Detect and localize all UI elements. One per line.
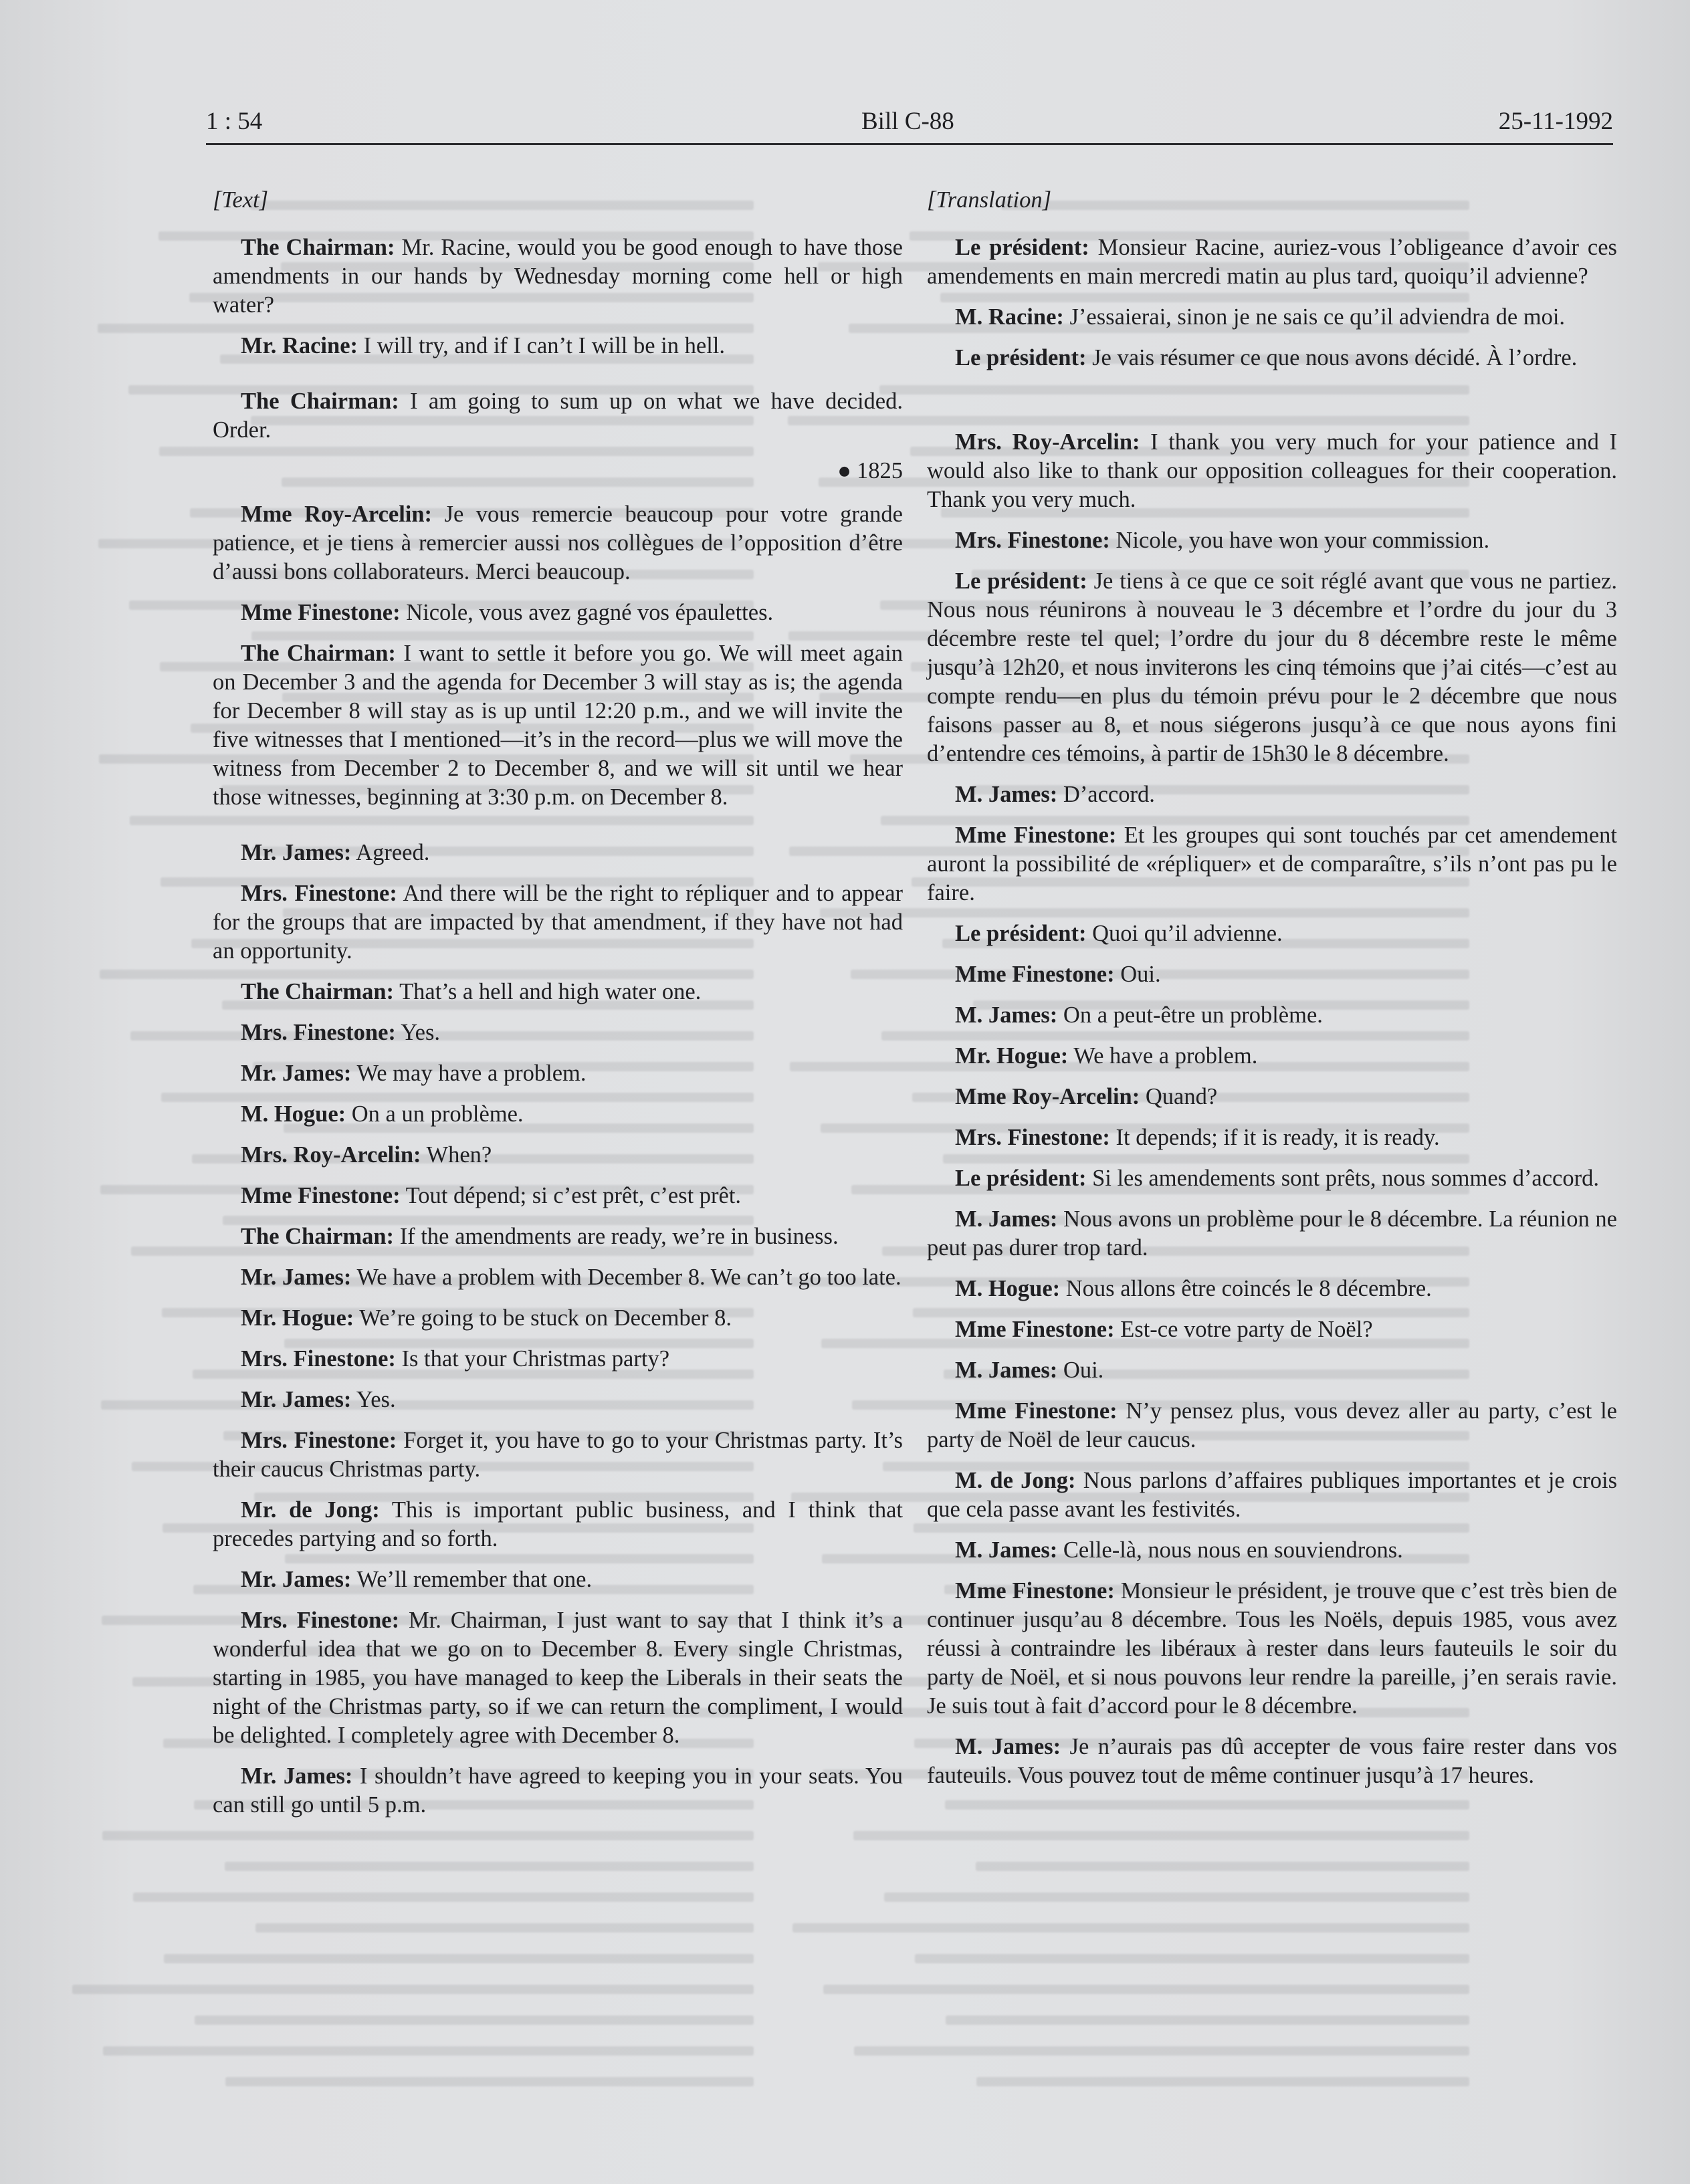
transcript-paragraph (213, 1222, 903, 1251)
transcript-paragraph (927, 1315, 1617, 1344)
transcript-paragraph (213, 879, 903, 966)
transcript-paragraph (213, 1426, 903, 1484)
speech-text: Nous avons un problème pour le 8 décembre. La réunion ne peut pas durer trop tard. (927, 1206, 1617, 1261)
right-paragraphs (927, 428, 1617, 1790)
transcript-paragraph (927, 1397, 1617, 1454)
speaker-name: M. Hogue: (955, 1276, 1061, 1301)
speech-text: This is important public business, and I think that precedes partying and so forth. (213, 1497, 904, 1551)
speaker-name: The Chairman: (241, 389, 399, 414)
bleed-through-line (225, 1862, 754, 1871)
transcript-paragraph (927, 1123, 1617, 1152)
speaker-name: The Chairman: (241, 1224, 395, 1249)
bleed-through-line (853, 1831, 1469, 1840)
speech-text: Je vais résumer ce que nous avons décidé. À l’ordre. (1086, 345, 1578, 370)
transcript-paragraph (213, 1496, 903, 1553)
bleed-through-line (854, 2046, 1469, 2056)
speaker-name: Mrs. Roy-Arcelin: (241, 1142, 421, 1168)
bleed-through-line (915, 1954, 1469, 1963)
transcript-paragraph (213, 1059, 903, 1088)
speaker-name: Mme Finestone: (955, 962, 1115, 987)
speech-text: Je vous remercie beaucoup pour votre grande patience, et je tiens à remercier aussi nos collègues de l’opposition d’être d’aussi bons collaborateurs. Merci beaucoup. (213, 502, 903, 584)
speaker-name: Le président: (955, 345, 1087, 370)
speaker-name: Mme Roy-Arcelin: (955, 1084, 1140, 1109)
transcript-paragraph (927, 919, 1617, 948)
transcript-paragraph (927, 428, 1617, 514)
speaker-name: Mme Finestone: (955, 1578, 1115, 1604)
transcript-paragraph (927, 1164, 1617, 1193)
bleed-through-line (103, 2046, 754, 2056)
speech-text: Mr. Racine, would you be good enough to have those amendments in our hands by Wednesday morning come hell or high water? (213, 235, 903, 318)
bullet-icon: ● (837, 458, 851, 483)
speaker-name: M. de Jong: (955, 1468, 1076, 1493)
transcript-paragraph (213, 500, 903, 586)
speaker-name: Mr. Racine: (241, 333, 358, 358)
speaker-name: Mme Finestone: (955, 823, 1117, 848)
left-paragraphs-before-marker (213, 233, 903, 445)
speech-text: Monsieur le président, je trouve que c’est très bien de continuer jusqu’au 8 décembre. Tous les Noëls, depuis 1985, vous avez réussi à contraindre les libéraux à rester dans leurs fauteuils le soir du party de Noël, et si nous pouvons leur rendre la pareille, j’en serais ravie. Je suis tout à fait d’accord pour le 8 décembre. (927, 1578, 1618, 1719)
right-paragraphs-before-marker (927, 233, 1617, 372)
right-column (927, 186, 1617, 1802)
speaker-name: Le président: (955, 921, 1087, 946)
time-marker-value: 1825 (857, 458, 903, 483)
speech-text: Oui. (1057, 1357, 1104, 1383)
bill-title: Bill C-88 (861, 108, 954, 135)
speech-text: D’accord. (1057, 782, 1155, 807)
bleed-through-line (225, 2077, 754, 2086)
speaker-name: Mme Finestone: (955, 1317, 1115, 1342)
transcript-paragraph (927, 1205, 1617, 1263)
speaker-name: Mr. James: (241, 1265, 352, 1290)
transcript-paragraph (213, 1345, 903, 1374)
speech-text: Celle-là, nous nous en souviendrons. (1057, 1537, 1403, 1563)
speech-text: I shouldn’t have agreed to keeping you in your seats. You can still go until 5 p.m. (213, 1763, 903, 1818)
bleed-through-line (793, 1923, 1469, 1933)
transcript-paragraph (213, 1263, 903, 1292)
speech-text: And there will be the right to répliquer and to appear for the groups that are impacted by that amendment, if they have not had an opportunity. (213, 881, 903, 964)
speech-text: If the amendments are ready, we’re in business. (394, 1224, 839, 1249)
speech-text: Quand? (1140, 1084, 1218, 1109)
speech-text: Nicole, you have won your commission. (1110, 528, 1490, 553)
speaker-name: Le président: (955, 1166, 1087, 1191)
speech-text: I am going to sum up on what we have decided. Order. (213, 389, 903, 443)
transcript-paragraph (927, 1001, 1617, 1030)
transcript-paragraph (213, 1182, 903, 1210)
speech-text: We have a problem with December 8. We can’t go too late. (351, 1265, 902, 1290)
speaker-name: Mr. James: (241, 1567, 352, 1592)
transcript-paragraph (213, 839, 903, 867)
transcript-paragraph (927, 344, 1617, 372)
speaker-name: Mrs. Finestone: (955, 528, 1110, 553)
speaker-name: M. James: (955, 782, 1058, 807)
transcript-paragraph (927, 567, 1617, 768)
speech-text: Si les amendements sont prêts, nous sommes d’accord. (1086, 1166, 1599, 1191)
speaker-name: Mrs. Finestone: (241, 1020, 396, 1045)
speaker-name: Mrs. Finestone: (241, 1608, 400, 1633)
speaker-name: Mrs. Finestone: (955, 1125, 1110, 1150)
speaker-name: Mrs. Roy-Arcelin: (955, 429, 1140, 455)
speech-text: Et les groupes qui sont touchés par cet amendement auront la possibilité de «répliquer» et de comparaître, s’ils n’ont pas pu le faire. (927, 823, 1617, 905)
speaker-name: Mr. James: (241, 1061, 352, 1086)
speech-text: Yes. (395, 1020, 441, 1045)
speaker-name: Mr. Hogue: (955, 1043, 1069, 1069)
speech-text: We have a problem. (1068, 1043, 1258, 1069)
bleed-through-line (133, 1892, 754, 1902)
speaker-name: The Chairman: (241, 641, 396, 666)
speech-text: J’essaierai, sinon je ne sais ce qu’il adviendra de moi. (1063, 304, 1566, 330)
transcript-paragraph (213, 1606, 903, 1750)
transcript-paragraph (213, 1100, 903, 1129)
speech-text: Quoi qu’il advienne. (1086, 921, 1283, 946)
transcript-paragraph (927, 1733, 1617, 1790)
speaker-name: M. James: (955, 1537, 1058, 1563)
speech-text: Forget it, you have to go to your Christmas party. It’s their caucus Christmas party. (213, 1428, 903, 1482)
transcript-paragraph (213, 1141, 903, 1170)
bleed-through-line (72, 1985, 754, 1994)
left-column (213, 186, 903, 1832)
bleed-through-line (976, 2077, 1469, 2086)
speaker-name: The Chairman: (241, 979, 395, 1004)
transcript-paragraph (213, 1304, 903, 1333)
bleed-through-line (884, 1892, 1469, 1902)
speaker-name: M. Hogue: (241, 1101, 346, 1127)
speaker-name: M. James: (955, 1206, 1058, 1232)
speech-text: It depends; if it is ready, it is ready. (1110, 1125, 1440, 1150)
speech-text: Je tiens à ce que ce soit réglé avant que vous ne partiez. Nous nous réunirons à nouveau le 3 décembre et l’ordre du jour du 3 décembre reste tel quel; l’ordre du jour du 8 décembre reste le même jusqu’à 12h20, et nous inviterons les cinq témoins que j’ai cités—c’est au compte rendu—en plus du témoin prévu pour le 2 décembre que nous faisons passer au 8, et nous siégerons jusqu’à ce que nous ayons fini d’entendre ces témoins, à partir de 15h30 le 8 décembre. (927, 568, 1617, 766)
speaker-name: The Chairman: (241, 235, 395, 260)
speech-text: We’re going to be stuck on December 8. (354, 1305, 732, 1331)
speaker-name: M. James: (955, 1734, 1061, 1759)
speaker-name: Mrs. Finestone: (241, 881, 397, 906)
speaker-name: Mme Finestone: (241, 1183, 401, 1208)
column-label: [Text] (213, 187, 269, 213)
speech-text: Je n’aurais pas dû accepter de vous faire rester dans vos fauteuils. Vous pouvez tout de même continuer jusqu’à 17 heures. (927, 1734, 1618, 1788)
speaker-name: Mme Roy-Arcelin: (241, 502, 433, 527)
transcript-paragraph (927, 780, 1617, 809)
speech-text: I want to settle it before you go. We will meet again on December 3 and the agenda for December 3 will stay as is; the agenda for December 8 will stay as is up until 12:20 p.m., and we will invite the five witnesses that I mentioned—it’s in the record—plus we will move the witness from December 2 to December 8, and we will sit until we hear those witnesses, beginning at 3:30 p.m. on December 8. (213, 641, 903, 810)
speaker-name: M. James: (955, 1357, 1058, 1383)
transcript-paragraph (927, 526, 1617, 555)
speaker-name: Mrs. Finestone: (241, 1346, 396, 1372)
bleed-through-line (255, 1923, 754, 1933)
bleed-through-line (102, 1831, 754, 1840)
transcript-paragraph (213, 233, 903, 320)
transcript-paragraph (927, 1042, 1617, 1071)
speech-text: Monsieur Racine, auriez-vous l’obligeance d’avoir ces amendements en main mercredi matin au plus tard, quoiqu’il advienne? (927, 235, 1617, 289)
transcript-paragraph (927, 960, 1617, 989)
speech-text: On a peut-être un problème. (1057, 1002, 1323, 1028)
speech-text: Nous parlons d’affaires publiques importantes et je crois que cela passe avant les festivités. (927, 1468, 1617, 1522)
bleed-through-line (195, 2015, 754, 2025)
transcript-paragraph (927, 233, 1617, 291)
bleed-through-line (164, 1954, 754, 1963)
speaker-name: Mr. James: (241, 1387, 352, 1412)
speech-text: That’s a hell and high water one. (394, 979, 702, 1004)
transcript-paragraph (927, 1275, 1617, 1303)
speaker-name: Mme Finestone: (241, 600, 401, 625)
left-paragraphs (213, 500, 903, 1820)
transcript-paragraph (213, 639, 903, 812)
page-number: 1 : 54 (206, 108, 263, 135)
transcript-paragraph (927, 1577, 1617, 1721)
transcript-paragraph (927, 1083, 1617, 1111)
transcript-paragraph (213, 978, 903, 1006)
speech-text: We’ll remember that one. (351, 1567, 593, 1592)
transcript-paragraph (927, 1466, 1617, 1524)
transcript-paragraph (927, 1536, 1617, 1565)
speech-text: Agreed. (351, 840, 430, 865)
speaker-name: Le président: (955, 235, 1089, 260)
transcript-paragraph (927, 303, 1617, 332)
header-rule (206, 143, 1613, 145)
speech-text: Tout dépend; si c’est prêt, c’est prêt. (400, 1183, 742, 1208)
meeting-date: 25-11-1992 (1498, 108, 1613, 135)
transcript-paragraph (213, 1762, 903, 1820)
speaker-name: Mr. James: (241, 840, 352, 865)
speech-text: Mr. Chairman, I just want to say that I think it’s a wonderful idea that we go on to December 8. Every single Christmas, starting in 1985, you have managed to keep the Liberals in their seats the night of the Christmas party, so if we can return the compliment, I would be delighted. I completely agree with December 8. (213, 1608, 903, 1748)
bleed-through-line (946, 2015, 1469, 2025)
speech-text: Nicole, vous avez gagné vos épaulettes. (400, 600, 774, 625)
transcript-paragraph (213, 598, 903, 627)
transcript-paragraph (213, 387, 903, 445)
transcript-paragraph (927, 1356, 1617, 1385)
page-header (206, 107, 1613, 147)
bleed-through-line (823, 1985, 1469, 1994)
speech-text: We may have a problem. (351, 1061, 587, 1086)
speech-text: Is that your Christmas party? (395, 1346, 670, 1372)
time-marker (213, 457, 903, 485)
column-label: [Translation] (927, 187, 1051, 213)
speaker-name: M. Racine: (955, 304, 1064, 330)
speech-text: Est-ce votre party de Noël? (1114, 1317, 1373, 1342)
speaker-name: Mr. James: (241, 1763, 353, 1789)
speech-text: Yes. (351, 1387, 396, 1412)
speech-text: N’y pensez plus, vous devez aller au party, c’est le party de Noël de leur caucus. (927, 1398, 1617, 1452)
transcript-paragraph (213, 1565, 903, 1594)
transcript-paragraph (213, 1018, 903, 1047)
transcript-paragraph (213, 332, 903, 360)
speaker-name: M. James: (955, 1002, 1058, 1028)
speaker-name: Mrs. Finestone: (241, 1428, 397, 1453)
speaker-name: Mme Finestone: (955, 1398, 1118, 1424)
speech-text: Nous allons être coincés le 8 décembre. (1060, 1276, 1432, 1301)
bleed-through-line (976, 1862, 1469, 1871)
speech-text: I will try, and if I can’t I will be in hell. (358, 333, 726, 358)
speech-text: Oui. (1114, 962, 1161, 987)
speech-text: I thank you very much for your patience and I would also like to thank our opposition colleagues for their cooperation. Thank you very much. (927, 429, 1618, 512)
speech-text: On a un problème. (346, 1101, 524, 1127)
speaker-name: Le président: (955, 568, 1087, 594)
speech-text: When? (421, 1142, 492, 1168)
speaker-name: Mr. de Jong: (241, 1497, 380, 1523)
transcript-paragraph (213, 1386, 903, 1414)
transcript-paragraph (927, 821, 1617, 907)
speaker-name: Mr. Hogue: (241, 1305, 354, 1331)
